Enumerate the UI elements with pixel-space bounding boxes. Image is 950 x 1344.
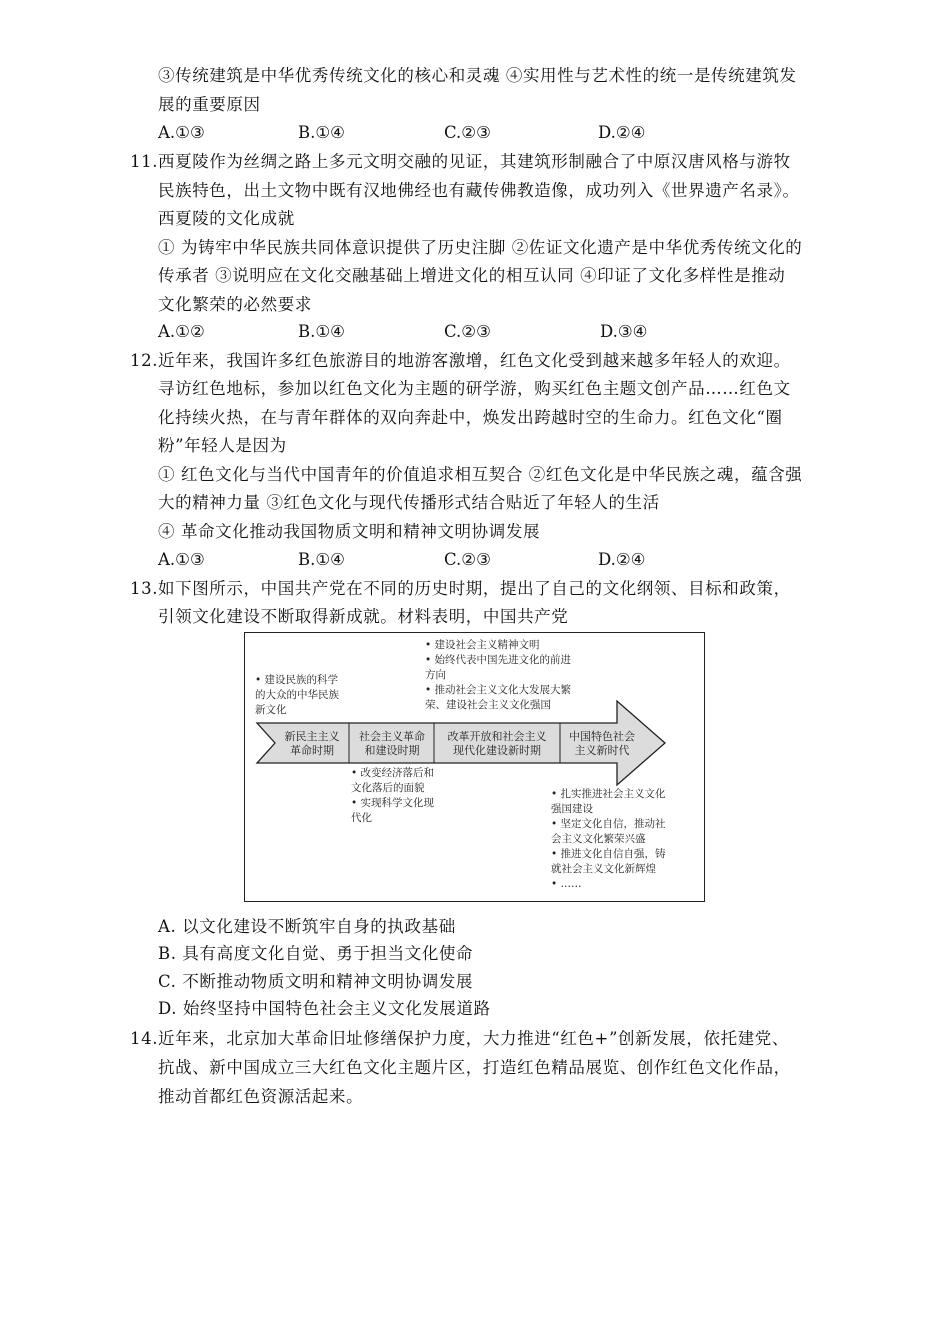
q12-stem-line: 化持续火热，在与青年群体的双向奔赴中，焕发出跨越时空的生命力。红色文化“圈 [158,408,783,427]
q11-stem-line: 西夏陵的文化成就 [158,209,295,228]
q11-option-c: C.②③ [444,322,491,341]
q11-stem-line: 西夏陵作为丝绸之路上多元文明交融的见证，其建筑形制融合了中原汉唐风格与游牧 [158,152,791,171]
q12-option-a: A.①③ [158,550,205,569]
q12-stem-line: 近年来，我国许多红色旅游目的地游客激增，红色文化受到越来越多年轻人的欢迎。 [158,351,791,370]
q14-stem-line: 抗战、新中国成立三大红色文化主题片区，打造红色精品展览、创作红色文化作品， [158,1058,791,1077]
socialist-construction-goals: • 改变经济落后和 文化落后的面貌 • 实现科学文化现 代化 [351,767,435,824]
q14-stem-line: 推动首都红色资源活起来。 [158,1087,364,1106]
q11-option-d: D.③④ [600,322,648,341]
q12-statement-line: ④ 革命文化推动我国物质文明和精神文明协调发展 [158,522,541,541]
q13-number: 13. [130,579,159,598]
q11-number: 11. [130,152,159,171]
new-era-goals: • 扎实推进社会主义文化 强国建设 • 坚定文化自信，推动社 会主义文化繁荣兴盛 • 推进文化自信自强，铸 就社会主义文化新辉煌 • …… [551,788,666,890]
q14-number: 14. [130,1029,159,1048]
q12-statement-line: 大的精神力量 ③红色文化与现代传播形式结合贴近了年轻人的生活 [158,493,660,512]
q10-option-b: B.①④ [298,123,345,142]
q11-statement-line: 文化繁荣的必然要求 [158,295,312,314]
q13-stem-line: 如下图所示，中国共产党在不同的历史时期，提出了自己的文化纲领、目标和政策， [158,579,791,598]
q13-option-b: B. 具有高度文化自觉、勇于担当文化使命 [158,944,474,963]
q12-option-c: C.②③ [444,550,491,569]
q13-stem-line: 引领文化建设不断取得新成就。材料表明，中国共产党 [158,607,569,626]
q12-option-d: D.②④ [598,550,646,569]
q12-statement-line: ① 红色文化与当代中国青年的价值追求相互契合 ②红色文化是中华民族之魂，蕴含强 [158,465,803,484]
q10-option-a: A.①③ [158,123,205,142]
period-new-democratic: 新民主主义 革命时期 [284,730,340,757]
period-new-era: 中国特色社会 主义新时代 [569,730,635,757]
q11-stem-line: 民族特色，出土文物中既有汉地佛经也有藏传佛教造像，成功列入《世界遗产名录》。 [158,181,800,200]
period-socialist-construction: 社会主义革命 和建设时期 [359,730,425,757]
q11-option-a: A.①② [158,322,205,341]
q10-option-d: D.②④ [598,123,646,142]
q12-option-b: B.①④ [298,550,345,569]
q12-stem-line: 粉”年轻人是因为 [158,436,287,455]
q13-option-d: D. 始终坚持中国特色社会主义文化发展道路 [158,999,491,1018]
reform-era-goals: • 建设社会主义精神文明 • 始终代表中国先进文化的前进 方向 • 推动社会主义文化大发展大繁 荣、建设社会主义文化强国 [425,639,572,711]
q10-statement-line: ③传统建筑是中华优秀传统文化的核心和灵魂 ④实用性与艺术性的统一是传统建筑发 [158,66,797,85]
q10-statement-line: 展的重要原因 [158,95,261,114]
cultural-timeline-diagram [244,632,705,902]
q11-option-b: B.①④ [298,322,345,341]
q10-option-c: C.②③ [444,123,491,142]
q11-statement-line: ① 为铸牢中华民族共同体意识提供了历史注脚 ②佐证文化遗产是中华优秀传统文化的 [158,238,803,257]
new-democratic-goals: • 建设民族的科学 的大众的中华民族 新文化 [255,674,339,716]
q12-stem-line: 寻访红色地标，参加以红色文化为主题的研学游，购买红色主题文创产品……红色文 [158,379,791,398]
q13-option-c: C. 不断推动物质文明和精神文明协调发展 [158,972,474,991]
q12-number: 12. [130,351,159,370]
q11-statement-line: 传承者 ③说明应在文化交融基础上增进文化的相互认同 ④印证了文化多样性是推动 [158,266,786,285]
q13-option-a: A. 以文化建设不断筑牢自身的执政基础 [158,917,456,936]
q14-stem-line: 近年来，北京加大革命旧址修缮保护力度，大力推进“红色+”创新发展，依托建党、 [158,1029,789,1048]
period-reform-opening: 改革开放和社会主义 现代化建设新时期 [447,730,547,757]
